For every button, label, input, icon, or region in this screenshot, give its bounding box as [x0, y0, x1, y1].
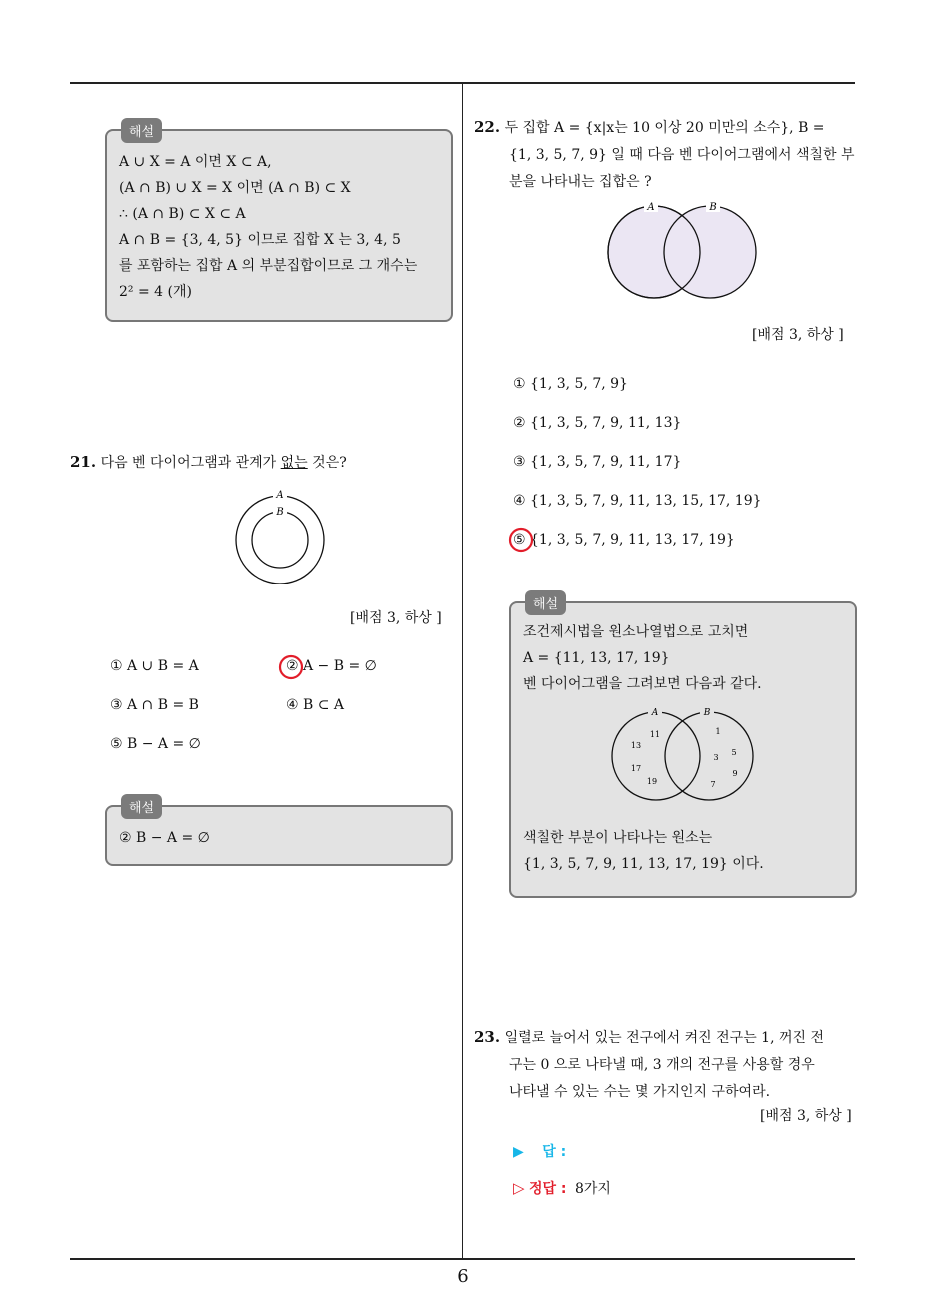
- explain-line: 를 포함하는 집합 A 의 부분집합이므로 그 개수는: [119, 258, 418, 274]
- explain-line: (A ∩ B) ∪ X = X 이면 (A ∩ B) ⊂ X: [119, 180, 351, 196]
- question-text: 것은?: [307, 455, 347, 471]
- explain-tab: 해설: [121, 794, 162, 819]
- question-text: {1, 3, 5, 7, 9} 일 때 다음 벤 다이어그램에서 색칠한 부: [509, 147, 855, 163]
- correct-label: 정답 :: [529, 1181, 567, 1197]
- explain-line: A ∪ X = A 이면 X ⊂ A,: [119, 154, 272, 170]
- venn-element: 19: [646, 777, 658, 786]
- choice-22-1[interactable]: ① {1, 3, 5, 7, 9}: [513, 376, 628, 392]
- question-23: [474, 1024, 864, 1106]
- venn-element: 5: [731, 748, 737, 757]
- choice-21-2[interactable]: ② A − B = ∅: [286, 658, 377, 674]
- venn-diagram-22-solution: [606, 704, 762, 808]
- venn-element: 13: [630, 741, 642, 750]
- answer-row: [513, 1141, 566, 1161]
- choice-22-2[interactable]: ② {1, 3, 5, 7, 9, 11, 13}: [513, 415, 682, 431]
- answer-label: 답 :: [542, 1144, 567, 1160]
- question-text: 두 집합 A = {x|x는 10 이상 20 미만의 소수}, B =: [504, 120, 825, 136]
- question-text: 다음 벤 다이어그램과 관계가: [100, 455, 281, 471]
- venn-label-a: A: [651, 708, 659, 718]
- venn-element: 17: [630, 764, 642, 773]
- explain-line: A ∩ B = {3, 4, 5} 이므로 집합 X 는 3, 4, 5: [119, 232, 401, 248]
- choice-22-5[interactable]: ⑤ {1, 3, 5, 7, 9, 11, 13, 17, 19}: [513, 532, 735, 548]
- question-text: 분을 나타내는 집합은 ?: [509, 174, 652, 190]
- column-divider: [462, 83, 463, 1259]
- explain-line: 벤 다이어그램을 그려보면 다음과 같다.: [523, 676, 762, 692]
- venn-circle-b: [665, 712, 753, 800]
- explain-line: 조건제시법을 원소나열법으로 고치면: [523, 624, 749, 640]
- venn-element: 3: [713, 753, 719, 762]
- venn-label-a: A: [647, 202, 655, 213]
- explain-line: {1, 3, 5, 7, 9, 11, 13, 17, 19} 이다.: [523, 856, 764, 872]
- choice-21-3[interactable]: ③ A ∩ B = B: [110, 697, 199, 713]
- question-text: 일렬로 늘어서 있는 전구에서 켜진 전구는 1, 꺼진 전: [504, 1030, 825, 1046]
- page-number: 6: [457, 1266, 469, 1287]
- score-21: [배점 3, 하상 ]: [350, 610, 442, 626]
- correct-value: 8가지: [574, 1181, 611, 1197]
- question-text: 나타낼 수 있는 수는 몇 가지인지 구하여라.: [509, 1084, 771, 1100]
- question-number: 21.: [70, 453, 97, 471]
- question-number: 23.: [474, 1028, 501, 1046]
- choice-22-3[interactable]: ③ {1, 3, 5, 7, 9, 11, 17}: [513, 454, 682, 470]
- explain-tab: 해설: [525, 590, 566, 615]
- explain-line: ② B − A = ∅: [119, 830, 210, 846]
- explain-line: ∴ (A ∩ B) ⊂ X ⊂ A: [119, 206, 246, 222]
- score-22: [배점 3, 하상 ]: [752, 327, 844, 343]
- question-text-underlined: 없는: [280, 455, 308, 471]
- answer-arrow-icon: ▶: [513, 1144, 524, 1160]
- explain-tab: 해설: [121, 118, 162, 143]
- selected-mark-21: [277, 653, 305, 681]
- venn-circle-b: [664, 206, 756, 298]
- venn-diagram-22: [598, 198, 766, 306]
- venn-inner-circle: [252, 512, 308, 568]
- question-22: [474, 114, 864, 196]
- venn-element: 7: [710, 780, 716, 789]
- selected-mark-22: [507, 526, 535, 554]
- venn-element: 1: [715, 727, 721, 736]
- choice-22-4[interactable]: ④ {1, 3, 5, 7, 9, 11, 13, 15, 17, 19}: [513, 493, 762, 509]
- bottom-rule: [70, 1258, 855, 1260]
- explain-22-bottom: [523, 825, 764, 877]
- score-23: [배점 3, 하상 ]: [760, 1108, 852, 1124]
- explain-line: 2² = 4 (개): [119, 284, 192, 300]
- choice-21-4[interactable]: ④ B ⊂ A: [286, 697, 345, 713]
- question-number: 22.: [474, 118, 501, 136]
- venn-label-b: B: [703, 708, 711, 718]
- venn-label-a: A: [276, 490, 284, 501]
- question-text: 구는 0 으로 나타낼 때, 3 개의 전구를 사용할 경우: [509, 1057, 815, 1073]
- choice-21-1[interactable]: ① A ∪ B = A: [110, 658, 199, 674]
- explain-line: 색칠한 부분이 나타나는 원소는: [523, 830, 713, 846]
- venn-circle-a: [612, 712, 700, 800]
- venn-diagram-21: [230, 484, 330, 584]
- venn-label-b: B: [276, 507, 284, 518]
- venn-element: 9: [732, 769, 738, 778]
- venn-element: 11: [649, 730, 661, 739]
- correct-answer-row: [513, 1178, 611, 1198]
- explain-line: A = {11, 13, 17, 19}: [523, 650, 670, 666]
- explain-box-21: [105, 801, 453, 866]
- choice-21-5[interactable]: ⑤ B − A = ∅: [110, 736, 201, 752]
- question-21: [70, 449, 455, 477]
- correct-arrow-icon: ▷: [513, 1179, 525, 1197]
- venn-label-b: B: [709, 202, 717, 213]
- explain-box-20: [105, 125, 453, 322]
